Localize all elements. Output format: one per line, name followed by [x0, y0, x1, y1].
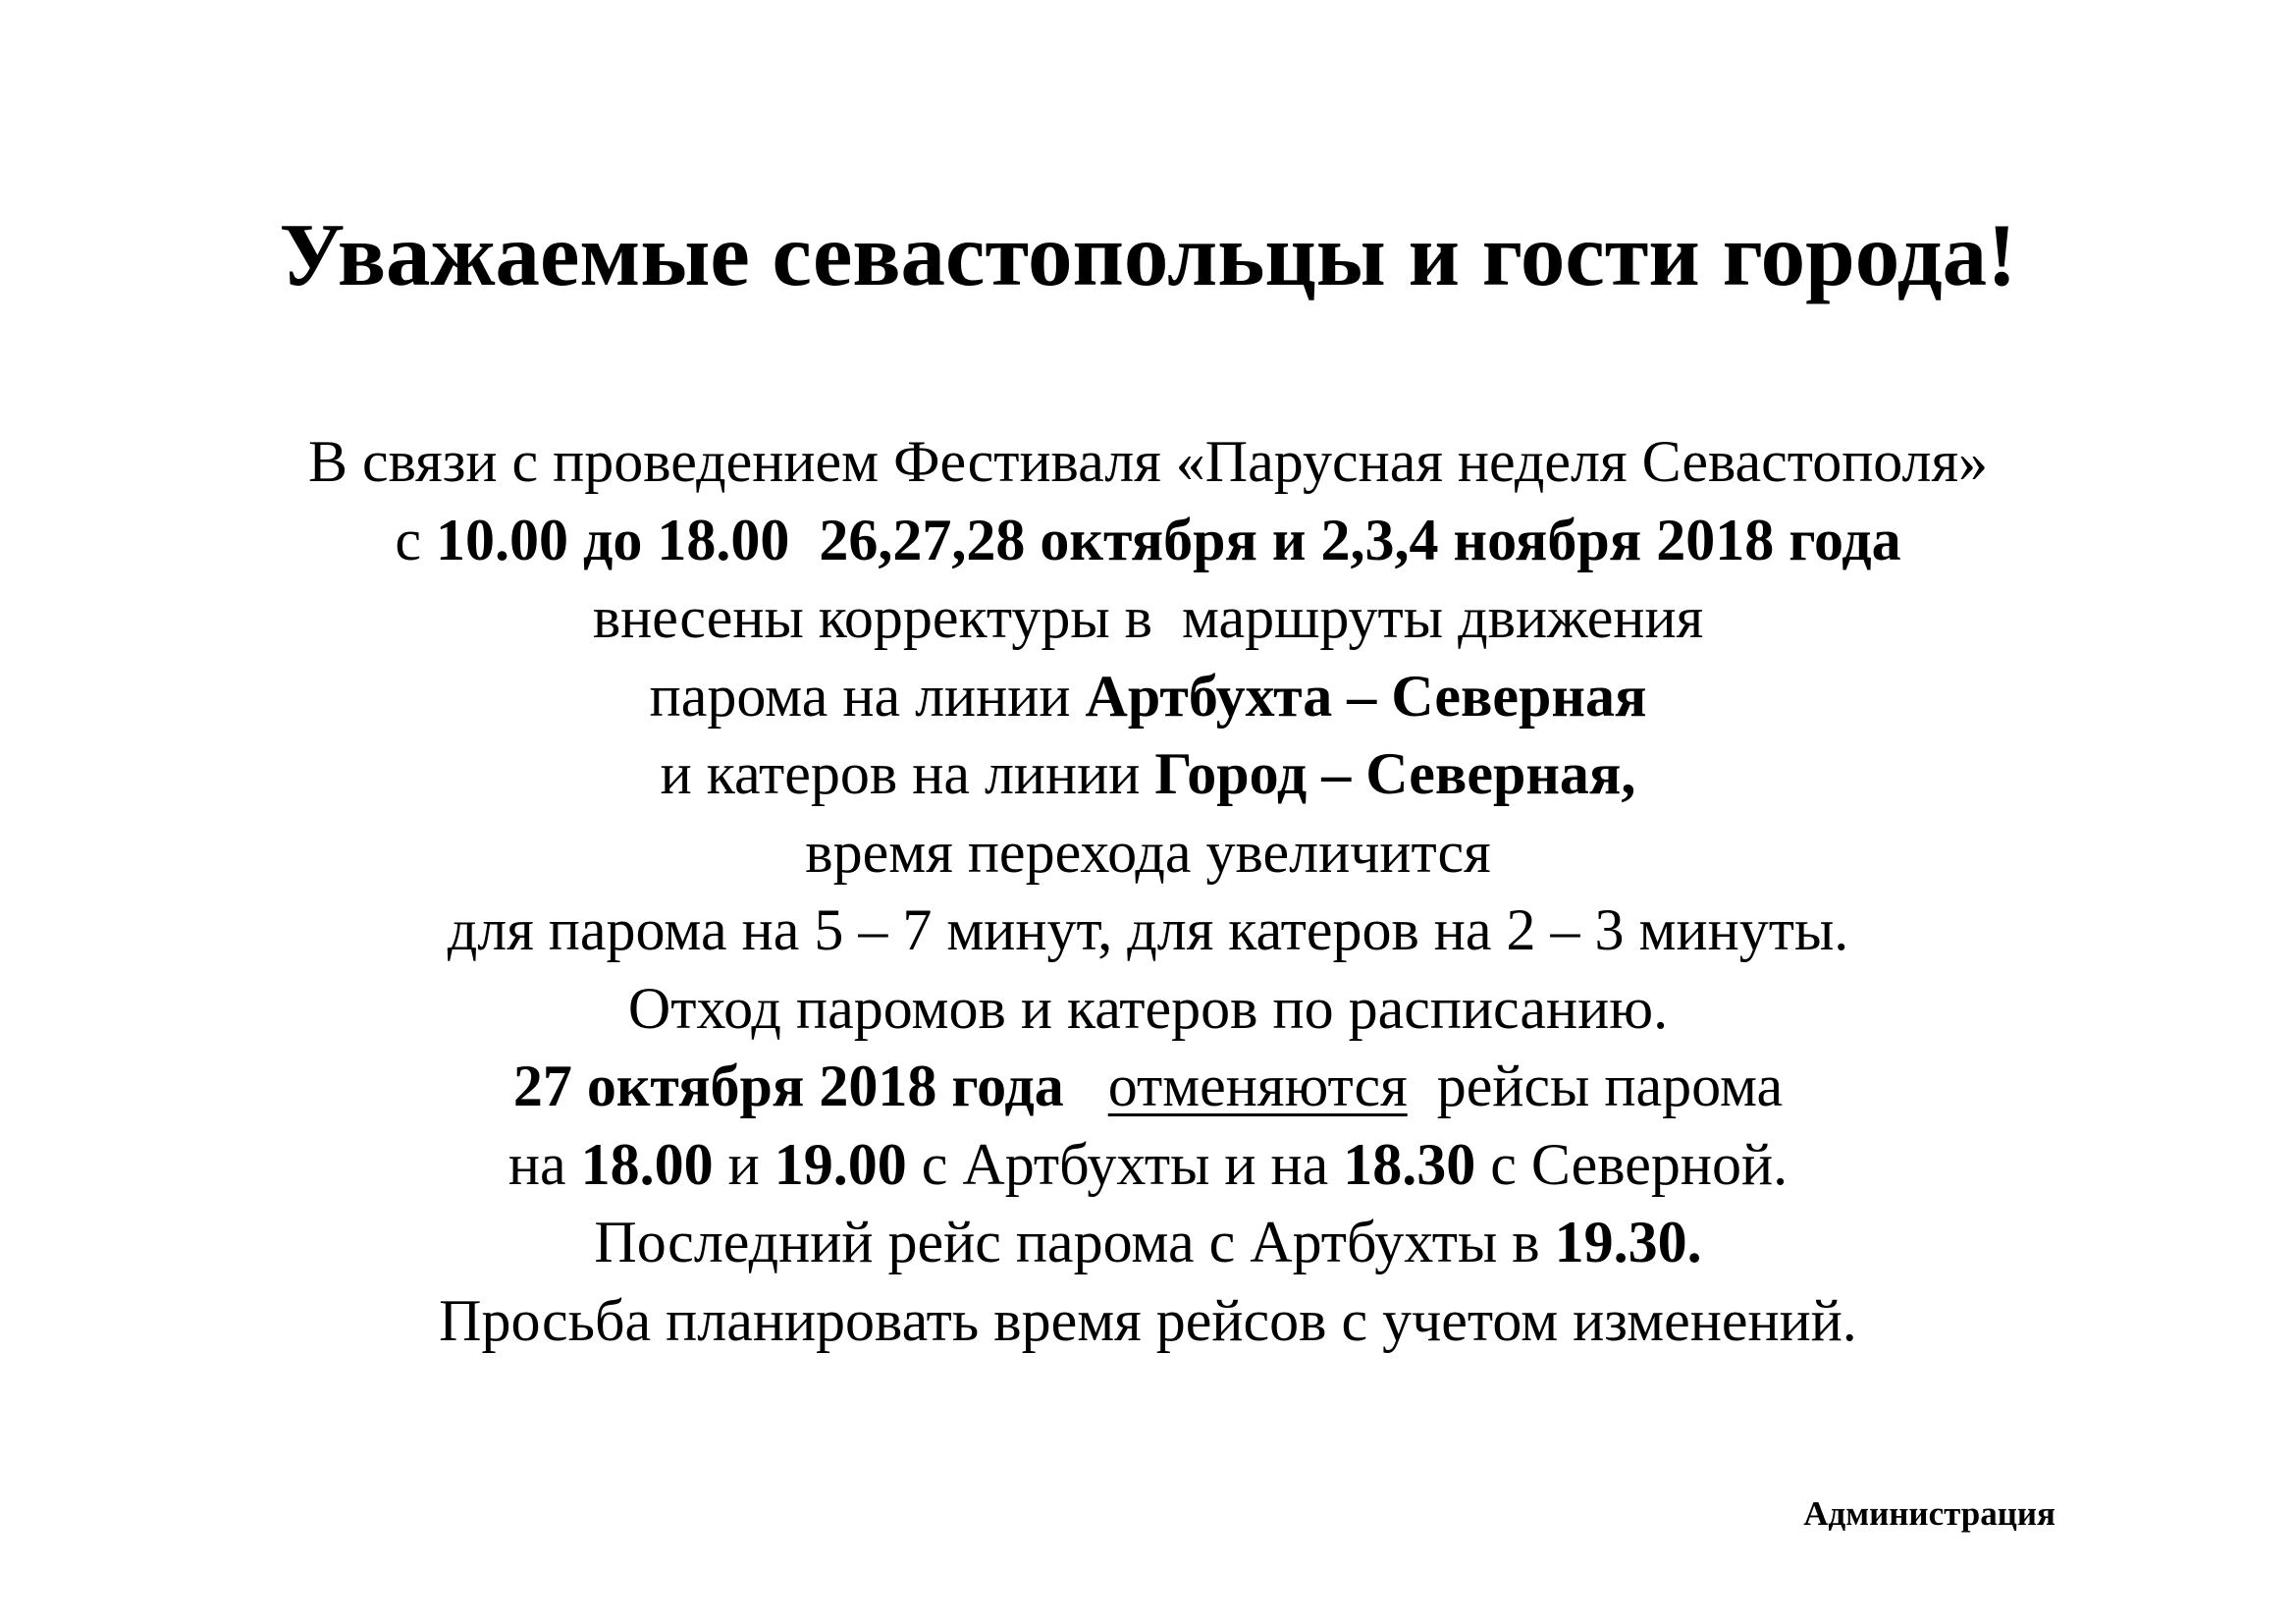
notice-line-5	[0, 735, 2296, 814]
notice-body	[0, 423, 2296, 1360]
boat-route: Город – Северная,	[1154, 741, 1636, 806]
time-1830: 18.30	[1343, 1131, 1476, 1197]
times-t2: и	[713, 1131, 774, 1197]
cancel-word: отменяются	[1107, 1054, 1408, 1118]
cancel-gap	[1064, 1054, 1108, 1118]
time-1900: 19.00	[774, 1131, 907, 1197]
notice-line-10	[0, 1126, 2296, 1205]
signature-administration: Администрация	[1803, 1494, 2056, 1533]
notice-line-4	[0, 658, 2296, 736]
times-t4: с Северной.	[1475, 1131, 1789, 1197]
dates-bold: 10.00 до 18.00 26,27,28 октября и 2,3,4 ноября 2018 года	[436, 507, 1901, 572]
times-t1: на	[507, 1131, 581, 1197]
cancel-date: 27 октября 2018 года	[512, 1054, 1064, 1118]
notice-title: Уважаемые севастопольцы и гости города!	[279, 205, 2017, 304]
times-t3: с Артбухты и на	[906, 1131, 1344, 1197]
notice-line-2	[0, 502, 2296, 580]
notice-line-11	[0, 1204, 2296, 1282]
last-trip-time: 19.30.	[1554, 1210, 1702, 1274]
notice-line-3: внесены корректуры в маршруты движения	[592, 585, 1704, 650]
last-trip-text: Последний рейс парома с Артбухты в	[594, 1210, 1555, 1274]
notice-line-12: Просьба планировать время рейсов с учетом изменений.	[439, 1287, 1857, 1353]
notice-line-6: время перехода увеличится	[805, 819, 1491, 885]
ferry-line-text: парома на линии	[649, 663, 1086, 729]
notice-line-9	[0, 1048, 2296, 1126]
boat-line-text: и катеров на линии	[660, 741, 1155, 806]
time-1800: 18.00	[580, 1131, 714, 1197]
notice-line-1: В связи с проведением Фестиваля «Парусная неделя Севастополя»	[307, 429, 1989, 494]
notice-line-7: для парома на 5 – 7 минут, для катеров на 2 – 3 минуты.	[447, 897, 1849, 962]
ferry-route: Артбухта – Северная	[1085, 663, 1647, 729]
cancel-rest: рейсы парома	[1407, 1054, 1784, 1118]
notice-line-8: Отход паромов и катеров по расписанию.	[627, 975, 1669, 1041]
dates-prefix: с	[395, 507, 437, 572]
